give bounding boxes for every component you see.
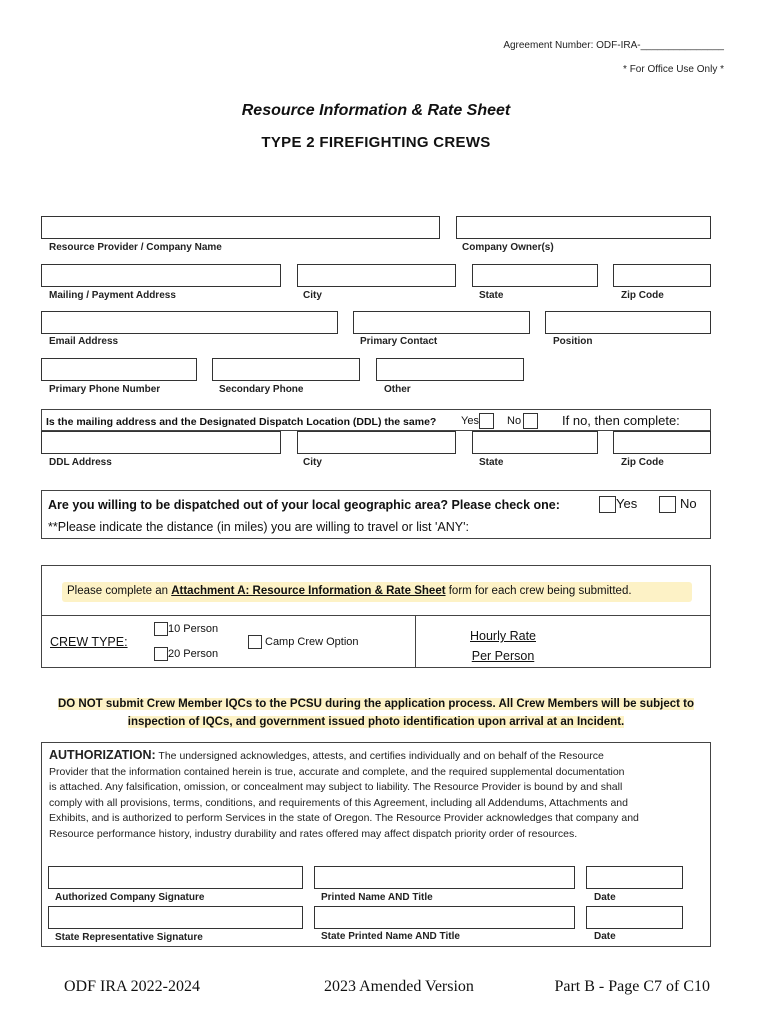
- crew-10-person-label: 10 Person: [168, 622, 219, 635]
- crew-10-person-checkbox[interactable]: [154, 622, 168, 636]
- dispatch-yes-checkbox[interactable]: [599, 496, 616, 513]
- date-label-2: Date: [594, 931, 616, 942]
- state-signature-label: State Representative Signature: [55, 932, 203, 943]
- other-field[interactable]: [376, 358, 524, 381]
- crew-notice: [67, 585, 632, 597]
- state-printed-name-field[interactable]: [314, 906, 575, 929]
- city-label: City: [303, 290, 322, 301]
- hourly-rate-header: [416, 626, 590, 666]
- city-field[interactable]: [297, 264, 456, 287]
- camp-crew-option: [248, 635, 359, 649]
- authorization-body-line: Resource performance history, industry durability and rates offered may affect dispatch priority order of resources.: [49, 827, 578, 840]
- ddl-yes-checkbox[interactable]: [479, 413, 494, 429]
- authorization-body-line: comply with all provisions, terms, conditions, and requirements of this Agreement, including all Addendums, Attachments and: [49, 796, 628, 809]
- company-owner-field[interactable]: [456, 216, 711, 239]
- date-label-1: Date: [594, 892, 616, 903]
- crew-10-person-option: [154, 622, 218, 636]
- iqc-warning-line1: DO NOT submit Crew Member IQCs to the PCSU during the application process. All Crew Members will be subject to: [57, 698, 694, 710]
- crew-20-person-option: [154, 647, 218, 661]
- camp-crew-checkbox[interactable]: [248, 635, 262, 649]
- email-label: Email Address: [49, 336, 119, 347]
- page-subtitle: TYPE 2 FIREFIGHTING CREWS: [261, 134, 491, 151]
- authorization-text: [49, 748, 705, 842]
- secondary-phone-field[interactable]: [212, 358, 360, 381]
- printed-name-field[interactable]: [314, 866, 575, 889]
- date-field-1[interactable]: [586, 866, 683, 889]
- crew-box: [41, 565, 711, 668]
- camp-crew-label: Camp Crew Option: [265, 635, 359, 648]
- ddl-state-field[interactable]: [472, 431, 598, 454]
- authorization-body-first: The undersigned acknowledges, attests, and certifies individually and on behalf of the Resource: [155, 750, 604, 762]
- ddl-no-option: [507, 413, 538, 429]
- state-field[interactable]: [472, 264, 598, 287]
- primary-phone-label: Primary Phone Number: [49, 384, 161, 395]
- ddl-yes-label: Yes: [461, 414, 479, 427]
- zip-code-label: Zip Code: [621, 290, 664, 301]
- crew-type-label: CREW TYPE:: [50, 635, 128, 649]
- authorization-body-line: is attached. Any falsification, omission, or concealment may subject to liability. The Resource Provider is bound by and shall: [49, 781, 623, 793]
- ddl-state-label: State: [479, 457, 504, 468]
- ddl-if-no-text: If no, then complete:: [562, 413, 680, 428]
- iqc-warning: [0, 695, 752, 731]
- crew-notice-suffix: form for each crew being submitted.: [445, 585, 632, 597]
- state-printed-name-label: State Printed Name AND Title: [321, 931, 460, 942]
- ddl-question-text: Is the mailing address and the Designated Dispatch Location (DDL) the same?: [46, 416, 437, 428]
- footer-center: 2023 Amended Version: [324, 978, 474, 995]
- primary-phone-field[interactable]: [41, 358, 197, 381]
- ddl-no-label: No: [507, 414, 522, 427]
- office-use-note: * For Office Use Only *: [623, 64, 724, 75]
- footer-left: ODF IRA 2022-2024: [64, 978, 201, 995]
- state-signature-field[interactable]: [48, 906, 303, 929]
- authorization-heading: AUTHORIZATION:: [49, 748, 156, 762]
- agreement-number: Agreement Number: ODF-IRA-_______________: [503, 40, 724, 51]
- dispatch-distance-text: **Please indicate the distance (in miles) you are willing to travel or list 'ANY':: [48, 520, 469, 534]
- ddl-address-label: DDL Address: [49, 457, 112, 468]
- dispatch-no-checkbox[interactable]: [659, 496, 676, 513]
- date-field-2[interactable]: [586, 906, 683, 929]
- ddl-no-checkbox[interactable]: [523, 413, 538, 429]
- dispatch-yes-label: Yes: [616, 496, 638, 511]
- ddl-address-field[interactable]: [41, 431, 281, 454]
- hourly-rate-line2: Per Person: [471, 649, 535, 663]
- email-field[interactable]: [41, 311, 338, 334]
- ddl-city-field[interactable]: [297, 431, 456, 454]
- iqc-warning-line2: inspection of IQCs, and government issued photo identification upon arrival at an Incident.: [127, 716, 625, 728]
- attachment-a-link[interactable]: Attachment A: Resource Information & Rate Sheet: [171, 585, 446, 597]
- ddl-zip-field[interactable]: [613, 431, 711, 454]
- mailing-address-field[interactable]: [41, 264, 281, 287]
- crew-notice-prefix: Please complete an: [67, 585, 172, 597]
- hourly-rate-line1: Hourly Rate: [470, 629, 536, 643]
- ddl-city-label: City: [303, 457, 322, 468]
- dispatch-question-text: Are you willing to be dispatched out of your local geographic area? Please check one:: [48, 498, 560, 512]
- primary-contact-field[interactable]: [353, 311, 530, 334]
- crew-20-person-label: 20 Person: [168, 647, 219, 660]
- company-name-field[interactable]: [41, 216, 440, 239]
- dispatch-yes-option: [599, 496, 637, 513]
- position-field[interactable]: [545, 311, 711, 334]
- position-label: Position: [553, 336, 593, 347]
- primary-contact-label: Primary Contact: [360, 336, 438, 347]
- dispatch-no-label: No: [680, 496, 697, 511]
- secondary-phone-label: Secondary Phone: [219, 384, 304, 395]
- zip-code-field[interactable]: [613, 264, 711, 287]
- printed-name-label: Printed Name AND Title: [321, 892, 433, 903]
- ddl-zip-label: Zip Code: [621, 457, 664, 468]
- footer-page-number: Part B - Page C7 of C10: [554, 978, 710, 995]
- mailing-address-label: Mailing / Payment Address: [49, 290, 176, 301]
- crew-row-divider: [41, 615, 711, 616]
- authorized-signature-field[interactable]: [48, 866, 303, 889]
- authorization-body-line: Provider that the information contained herein is true, accurate and complete, and the required supplemental documentation: [49, 765, 625, 778]
- company-owner-label: Company Owner(s): [462, 242, 554, 253]
- authorization-body-line: Exhibits, and is authorized to perform Services in the state of Oregon. The Resource Provider acknowledges that company and: [49, 812, 639, 824]
- company-name-label: Resource Provider / Company Name: [49, 242, 222, 253]
- state-label: State: [479, 290, 504, 301]
- ddl-yes-option: [461, 413, 494, 429]
- dispatch-no-option: [659, 496, 697, 513]
- page-title: Resource Information & Rate Sheet: [241, 102, 511, 119]
- other-label: Other: [384, 384, 411, 395]
- crew-20-person-checkbox[interactable]: [154, 647, 168, 661]
- authorized-signature-label: Authorized Company Signature: [55, 892, 205, 903]
